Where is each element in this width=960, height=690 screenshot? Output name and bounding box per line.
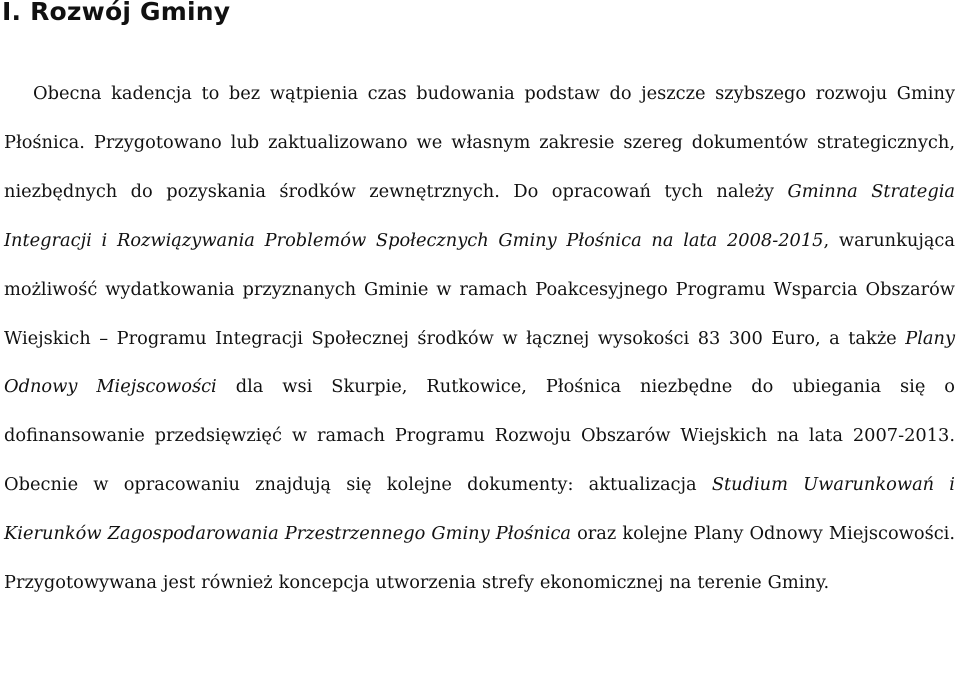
paragraph-segment: Obecna kadencja to bez wątpienia czas budowania podstaw do jeszcze szybszego rozwoju Gminy Płośnica. Przygotowano lub zaktualizowano we własnym zakresie szereg dokumentów strategicznych, niezbędnych do pozyskania środków zewnętrznych. Do opracowań tych należy bbox=[4, 83, 955, 202]
document-title-gminna-strategia: Gminna Strategia Integracji i Rozwiązywania Problemów Społecznych Gminy Płośnica na lata 2008-2015 bbox=[4, 180, 956, 251]
section-heading: I. Rozwój Gminy bbox=[2, 0, 231, 26]
document-title-plany-odnowy: Plany Odnowy Miejscowości bbox=[4, 327, 955, 398]
paragraph-segment: dla wsi Skurpie, Rutkowice, Płośnica niezbędne do ubiegania się o dofinansowanie przedsięwzięć w ramach Programu Rozwoju Obszarów Wiejskich na lata 2007-2013. Obecnie w opracowaniu znajdują się kolejne dokumenty: aktualizacja bbox=[4, 376, 956, 496]
body-paragraph bbox=[4, 70, 955, 608]
paragraph-segment: , warunkująca możliwość wydatkowania przyznanych Gminie w ramach Poakcesyjnego Programu Wsparcia Obszarów Wiejskich – Programu Integracji Społecznej środków w łącznej wysokości 83 300 Euro, a także bbox=[4, 229, 955, 349]
document-title-studium: Studium Uwarunkowań i Kierunków Zagospodarowania Przestrzennego Gminy Płośnica bbox=[4, 474, 955, 545]
paragraph-segment: oraz kolejne Plany Odnowy Miejscowości. Przygotowywana jest również koncepcja utworzenia strefy ekonomicznej na terenie Gminy. bbox=[4, 523, 955, 594]
